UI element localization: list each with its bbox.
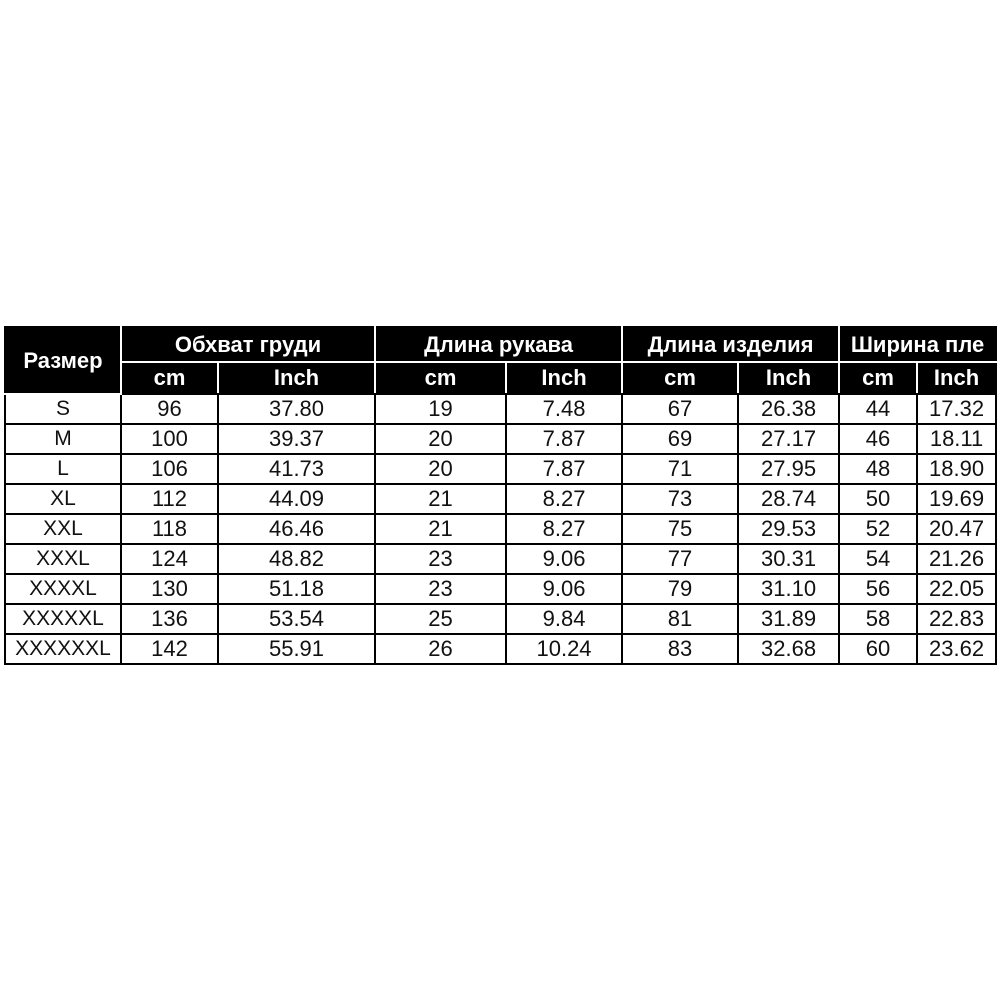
length-inch-cell: 31.89 bbox=[738, 604, 839, 634]
chest-inch-cell: 53.54 bbox=[218, 604, 375, 634]
sleeve-inch-cell: 7.87 bbox=[506, 424, 622, 454]
shoulder-cm-cell: 46 bbox=[839, 424, 917, 454]
shoulder-inch-cell: 18.90 bbox=[917, 454, 996, 484]
table-row bbox=[5, 394, 996, 424]
chest-cm-cell: 106 bbox=[121, 454, 218, 484]
length-cm-cell: 77 bbox=[622, 544, 738, 574]
shoulder-inch-cell: 18.11 bbox=[917, 424, 996, 454]
unit-header-inch: Inch bbox=[738, 362, 839, 394]
chest-cm-cell: 142 bbox=[121, 634, 218, 664]
table-row bbox=[5, 604, 996, 634]
sleeve-cm-cell: 20 bbox=[375, 424, 506, 454]
sleeve-inch-cell: 8.27 bbox=[506, 484, 622, 514]
table-row bbox=[5, 514, 996, 544]
shoulder-inch-cell: 22.83 bbox=[917, 604, 996, 634]
garment-length-header: Длина изделия bbox=[622, 327, 839, 362]
size-cell: XXXXXL bbox=[5, 604, 121, 634]
table-row bbox=[5, 454, 996, 484]
sleeve-inch-cell: 10.24 bbox=[506, 634, 622, 664]
size-cell: XXXL bbox=[5, 544, 121, 574]
unit-header-cm: cm bbox=[121, 362, 218, 394]
length-inch-cell: 27.95 bbox=[738, 454, 839, 484]
size-cell: S bbox=[5, 394, 121, 424]
chest-inch-cell: 41.73 bbox=[218, 454, 375, 484]
length-inch-cell: 27.17 bbox=[738, 424, 839, 454]
table-row bbox=[5, 544, 996, 574]
chest-inch-cell: 55.91 bbox=[218, 634, 375, 664]
sleeve-inch-cell: 9.06 bbox=[506, 574, 622, 604]
unit-header-cm: cm bbox=[839, 362, 917, 394]
length-inch-cell: 26.38 bbox=[738, 394, 839, 424]
unit-header-inch: Inch bbox=[506, 362, 622, 394]
size-cell: L bbox=[5, 454, 121, 484]
size-cell: XXXXL bbox=[5, 574, 121, 604]
length-cm-cell: 75 bbox=[622, 514, 738, 544]
sleeve-cm-cell: 26 bbox=[375, 634, 506, 664]
sleeve-length-header: Длина рукава bbox=[375, 327, 622, 362]
sleeve-cm-cell: 20 bbox=[375, 454, 506, 484]
size-chart-table bbox=[4, 326, 997, 665]
unit-header-cm: cm bbox=[375, 362, 506, 394]
length-cm-cell: 79 bbox=[622, 574, 738, 604]
shoulder-cm-cell: 48 bbox=[839, 454, 917, 484]
chest-inch-cell: 46.46 bbox=[218, 514, 375, 544]
shoulder-width-header: Ширина пле bbox=[839, 327, 996, 362]
sleeve-inch-cell: 9.84 bbox=[506, 604, 622, 634]
size-cell: XXXXXXL bbox=[5, 634, 121, 664]
table-row bbox=[5, 484, 996, 514]
length-inch-cell: 32.68 bbox=[738, 634, 839, 664]
chest-inch-cell: 48.82 bbox=[218, 544, 375, 574]
chest-inch-cell: 44.09 bbox=[218, 484, 375, 514]
length-cm-cell: 73 bbox=[622, 484, 738, 514]
length-inch-cell: 30.31 bbox=[738, 544, 839, 574]
sleeve-cm-cell: 21 bbox=[375, 514, 506, 544]
sleeve-cm-cell: 23 bbox=[375, 544, 506, 574]
unit-header-row bbox=[5, 362, 996, 394]
length-cm-cell: 69 bbox=[622, 424, 738, 454]
chest-inch-cell: 37.80 bbox=[218, 394, 375, 424]
table-row bbox=[5, 574, 996, 604]
size-table-body bbox=[5, 394, 996, 664]
shoulder-cm-cell: 58 bbox=[839, 604, 917, 634]
size-cell: M bbox=[5, 424, 121, 454]
shoulder-cm-cell: 44 bbox=[839, 394, 917, 424]
sleeve-cm-cell: 21 bbox=[375, 484, 506, 514]
shoulder-cm-cell: 56 bbox=[839, 574, 917, 604]
sleeve-cm-cell: 25 bbox=[375, 604, 506, 634]
length-inch-cell: 29.53 bbox=[738, 514, 839, 544]
shoulder-inch-cell: 23.62 bbox=[917, 634, 996, 664]
chest-cm-cell: 100 bbox=[121, 424, 218, 454]
chest-inch-cell: 51.18 bbox=[218, 574, 375, 604]
shoulder-inch-cell: 20.47 bbox=[917, 514, 996, 544]
shoulder-cm-cell: 50 bbox=[839, 484, 917, 514]
sleeve-cm-cell: 23 bbox=[375, 574, 506, 604]
shoulder-cm-cell: 52 bbox=[839, 514, 917, 544]
shoulder-inch-cell: 19.69 bbox=[917, 484, 996, 514]
sleeve-inch-cell: 7.48 bbox=[506, 394, 622, 424]
chest-inch-cell: 39.37 bbox=[218, 424, 375, 454]
chest-cm-cell: 96 bbox=[121, 394, 218, 424]
unit-header-inch: Inch bbox=[218, 362, 375, 394]
length-inch-cell: 31.10 bbox=[738, 574, 839, 604]
sleeve-inch-cell: 7.87 bbox=[506, 454, 622, 484]
size-cell: XL bbox=[5, 484, 121, 514]
chest-girth-header: Обхват груди bbox=[121, 327, 375, 362]
group-header-row bbox=[5, 327, 996, 362]
length-inch-cell: 28.74 bbox=[738, 484, 839, 514]
shoulder-inch-cell: 21.26 bbox=[917, 544, 996, 574]
chest-cm-cell: 118 bbox=[121, 514, 218, 544]
chest-cm-cell: 124 bbox=[121, 544, 218, 574]
length-cm-cell: 83 bbox=[622, 634, 738, 664]
unit-header-cm: cm bbox=[622, 362, 738, 394]
sleeve-cm-cell: 19 bbox=[375, 394, 506, 424]
chest-cm-cell: 130 bbox=[121, 574, 218, 604]
chest-cm-cell: 112 bbox=[121, 484, 218, 514]
shoulder-inch-cell: 17.32 bbox=[917, 394, 996, 424]
shoulder-inch-cell: 22.05 bbox=[917, 574, 996, 604]
unit-header-inch: Inch bbox=[917, 362, 996, 394]
table-row bbox=[5, 634, 996, 664]
length-cm-cell: 81 bbox=[622, 604, 738, 634]
table-row bbox=[5, 424, 996, 454]
length-cm-cell: 71 bbox=[622, 454, 738, 484]
size-column-header: Размер bbox=[5, 327, 121, 394]
shoulder-cm-cell: 60 bbox=[839, 634, 917, 664]
chest-cm-cell: 136 bbox=[121, 604, 218, 634]
length-cm-cell: 67 bbox=[622, 394, 738, 424]
sleeve-inch-cell: 8.27 bbox=[506, 514, 622, 544]
shoulder-cm-cell: 54 bbox=[839, 544, 917, 574]
sleeve-inch-cell: 9.06 bbox=[506, 544, 622, 574]
size-cell: XXL bbox=[5, 514, 121, 544]
